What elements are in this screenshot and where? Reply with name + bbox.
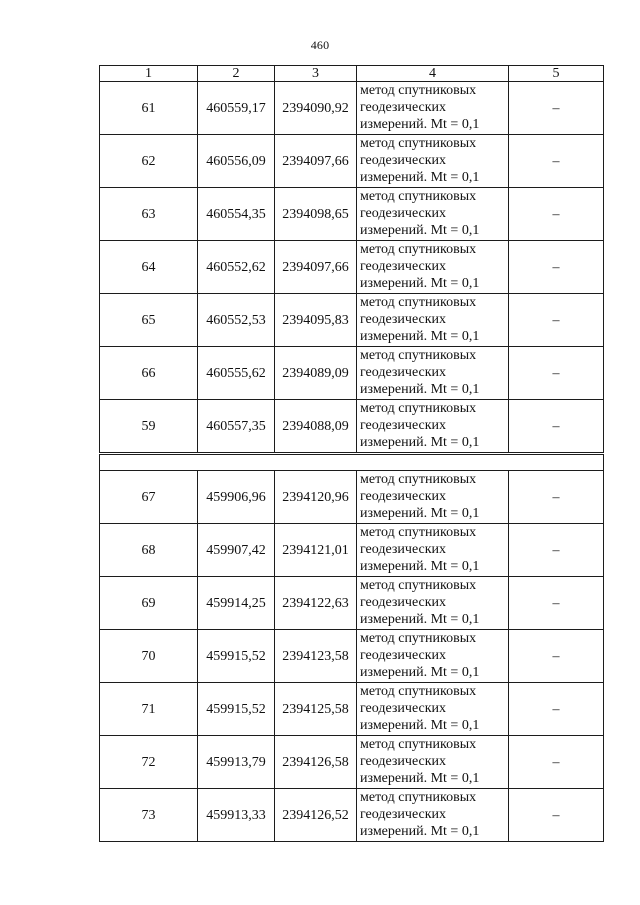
method-line: метод спутниковых <box>360 348 477 363</box>
coordinate-x-cell: 459907,42 <box>198 524 275 577</box>
note-cell: – <box>509 683 604 736</box>
point-number-cell: 67 <box>100 471 198 524</box>
method-line: метод спутниковых <box>360 136 477 151</box>
method-line: измерений. Mt = 0,1 <box>360 612 480 627</box>
coordinate-x-cell: 460555,62 <box>198 347 275 400</box>
point-number-cell: 73 <box>100 789 198 842</box>
method-line: измерений. Mt = 0,1 <box>360 329 480 344</box>
method-line: геодезических <box>360 489 447 504</box>
coordinate-y-cell: 2394126,58 <box>275 736 357 789</box>
method-line: измерений. Mt = 0,1 <box>360 771 480 786</box>
method-cell <box>357 400 509 453</box>
method-line: геодезических <box>360 542 447 557</box>
coordinate-y-cell: 2394121,01 <box>275 524 357 577</box>
method-cell <box>357 135 509 188</box>
note-cell: – <box>509 347 604 400</box>
table-row <box>100 577 604 630</box>
coordinates-table <box>99 65 603 842</box>
method-line: метод спутниковых <box>360 631 477 646</box>
method-line: геодезических <box>360 807 447 822</box>
note-cell: – <box>509 188 604 241</box>
method-cell <box>357 683 509 736</box>
note-cell: – <box>509 736 604 789</box>
method-line: геодезических <box>360 418 447 433</box>
point-number-cell: 70 <box>100 630 198 683</box>
method-line: геодезических <box>360 595 447 610</box>
method-line: метод спутниковых <box>360 472 477 487</box>
coordinate-y-cell: 2394097,66 <box>275 135 357 188</box>
method-cell <box>357 82 509 135</box>
table-lower-block <box>99 454 604 842</box>
method-line: измерений. Mt = 0,1 <box>360 223 480 238</box>
coordinate-y-cell: 2394123,58 <box>275 630 357 683</box>
method-line: геодезических <box>360 259 447 274</box>
method-line: геодезических <box>360 701 447 716</box>
column-header-2: 2 <box>198 66 275 82</box>
header-row <box>100 66 604 82</box>
method-line: метод спутниковых <box>360 83 477 98</box>
coordinate-x-cell: 459915,52 <box>198 630 275 683</box>
table-body-lower <box>100 471 604 842</box>
point-number-cell: 71 <box>100 683 198 736</box>
method-line: метод спутниковых <box>360 790 477 805</box>
point-number-cell: 69 <box>100 577 198 630</box>
table-row <box>100 241 604 294</box>
method-line: измерений. Mt = 0,1 <box>360 382 480 397</box>
note-cell: – <box>509 294 604 347</box>
point-number-cell: 61 <box>100 82 198 135</box>
method-line: геодезических <box>360 100 447 115</box>
note-cell: – <box>509 82 604 135</box>
coordinate-y-cell: 2394098,65 <box>275 188 357 241</box>
method-line: измерений. Mt = 0,1 <box>360 117 480 132</box>
point-number-cell: 65 <box>100 294 198 347</box>
note-cell: – <box>509 400 604 453</box>
method-line: измерений. Mt = 0,1 <box>360 435 480 450</box>
table-row <box>100 630 604 683</box>
table-body-upper <box>100 82 604 453</box>
method-cell <box>357 294 509 347</box>
method-cell <box>357 630 509 683</box>
method-line: метод спутниковых <box>360 189 477 204</box>
point-number-cell: 62 <box>100 135 198 188</box>
note-cell: – <box>509 789 604 842</box>
method-cell <box>357 736 509 789</box>
method-line: метод спутниковых <box>360 578 477 593</box>
coordinate-x-cell: 460554,35 <box>198 188 275 241</box>
coordinate-x-cell: 460559,17 <box>198 82 275 135</box>
table-row <box>100 294 604 347</box>
page-number: 460 <box>310 38 330 52</box>
coordinate-y-cell: 2394122,63 <box>275 577 357 630</box>
coordinate-y-cell: 2394125,58 <box>275 683 357 736</box>
method-line: геодезических <box>360 312 447 327</box>
method-line: геодезических <box>360 153 447 168</box>
coordinate-x-cell: 460552,53 <box>198 294 275 347</box>
method-cell <box>357 524 509 577</box>
method-line: измерений. Mt = 0,1 <box>360 170 480 185</box>
coordinate-y-cell: 2394097,66 <box>275 241 357 294</box>
method-line: метод спутниковых <box>360 401 477 416</box>
method-line: метод спутниковых <box>360 684 477 699</box>
method-line: метод спутниковых <box>360 737 477 752</box>
method-line: геодезических <box>360 206 447 221</box>
method-cell <box>357 789 509 842</box>
coordinate-x-cell: 460557,35 <box>198 400 275 453</box>
point-number-cell: 72 <box>100 736 198 789</box>
coordinate-x-cell: 460556,09 <box>198 135 275 188</box>
method-line: измерений. Mt = 0,1 <box>360 824 480 839</box>
column-header-5: 5 <box>509 66 604 82</box>
table-row <box>100 736 604 789</box>
coordinate-x-cell: 460552,62 <box>198 241 275 294</box>
table-upper-block <box>99 65 604 453</box>
method-line: измерений. Mt = 0,1 <box>360 718 480 733</box>
table-row <box>100 135 604 188</box>
separator-row <box>100 455 604 471</box>
method-line: измерений. Mt = 0,1 <box>360 276 480 291</box>
method-cell <box>357 347 509 400</box>
coordinate-y-cell: 2394120,96 <box>275 471 357 524</box>
note-cell: – <box>509 241 604 294</box>
method-line: измерений. Mt = 0,1 <box>360 506 480 521</box>
note-cell: – <box>509 630 604 683</box>
column-header-4: 4 <box>357 66 509 82</box>
table-row <box>100 400 604 453</box>
note-cell: – <box>509 471 604 524</box>
table-row <box>100 188 604 241</box>
coordinate-y-cell: 2394089,09 <box>275 347 357 400</box>
method-line: геодезических <box>360 365 447 380</box>
table-row <box>100 524 604 577</box>
method-line: геодезических <box>360 648 447 663</box>
method-cell <box>357 188 509 241</box>
method-line: метод спутниковых <box>360 242 477 257</box>
table-row <box>100 683 604 736</box>
method-line: измерений. Mt = 0,1 <box>360 559 480 574</box>
table-row <box>100 789 604 842</box>
method-line: геодезических <box>360 754 447 769</box>
coordinate-y-cell: 2394095,83 <box>275 294 357 347</box>
point-number-cell: 63 <box>100 188 198 241</box>
method-line: измерений. Mt = 0,1 <box>360 665 480 680</box>
method-cell <box>357 471 509 524</box>
point-number-cell: 68 <box>100 524 198 577</box>
table-row <box>100 82 604 135</box>
column-header-1: 1 <box>100 66 198 82</box>
table-row <box>100 471 604 524</box>
coordinate-x-cell: 459913,33 <box>198 789 275 842</box>
method-cell <box>357 241 509 294</box>
coordinate-x-cell: 459906,96 <box>198 471 275 524</box>
coordinate-y-cell: 2394088,09 <box>275 400 357 453</box>
point-number-cell: 59 <box>100 400 198 453</box>
point-number-cell: 64 <box>100 241 198 294</box>
table-row <box>100 347 604 400</box>
method-cell <box>357 577 509 630</box>
method-line: метод спутниковых <box>360 295 477 310</box>
coordinate-x-cell: 459913,79 <box>198 736 275 789</box>
method-line: метод спутниковых <box>360 525 477 540</box>
coordinate-x-cell: 459915,52 <box>198 683 275 736</box>
separator-cell <box>100 455 604 471</box>
note-cell: – <box>509 577 604 630</box>
coordinate-x-cell: 459914,25 <box>198 577 275 630</box>
coordinate-y-cell: 2394126,52 <box>275 789 357 842</box>
coordinate-y-cell: 2394090,92 <box>275 82 357 135</box>
note-cell: – <box>509 524 604 577</box>
point-number-cell: 66 <box>100 347 198 400</box>
note-cell: – <box>509 135 604 188</box>
column-header-3: 3 <box>275 66 357 82</box>
